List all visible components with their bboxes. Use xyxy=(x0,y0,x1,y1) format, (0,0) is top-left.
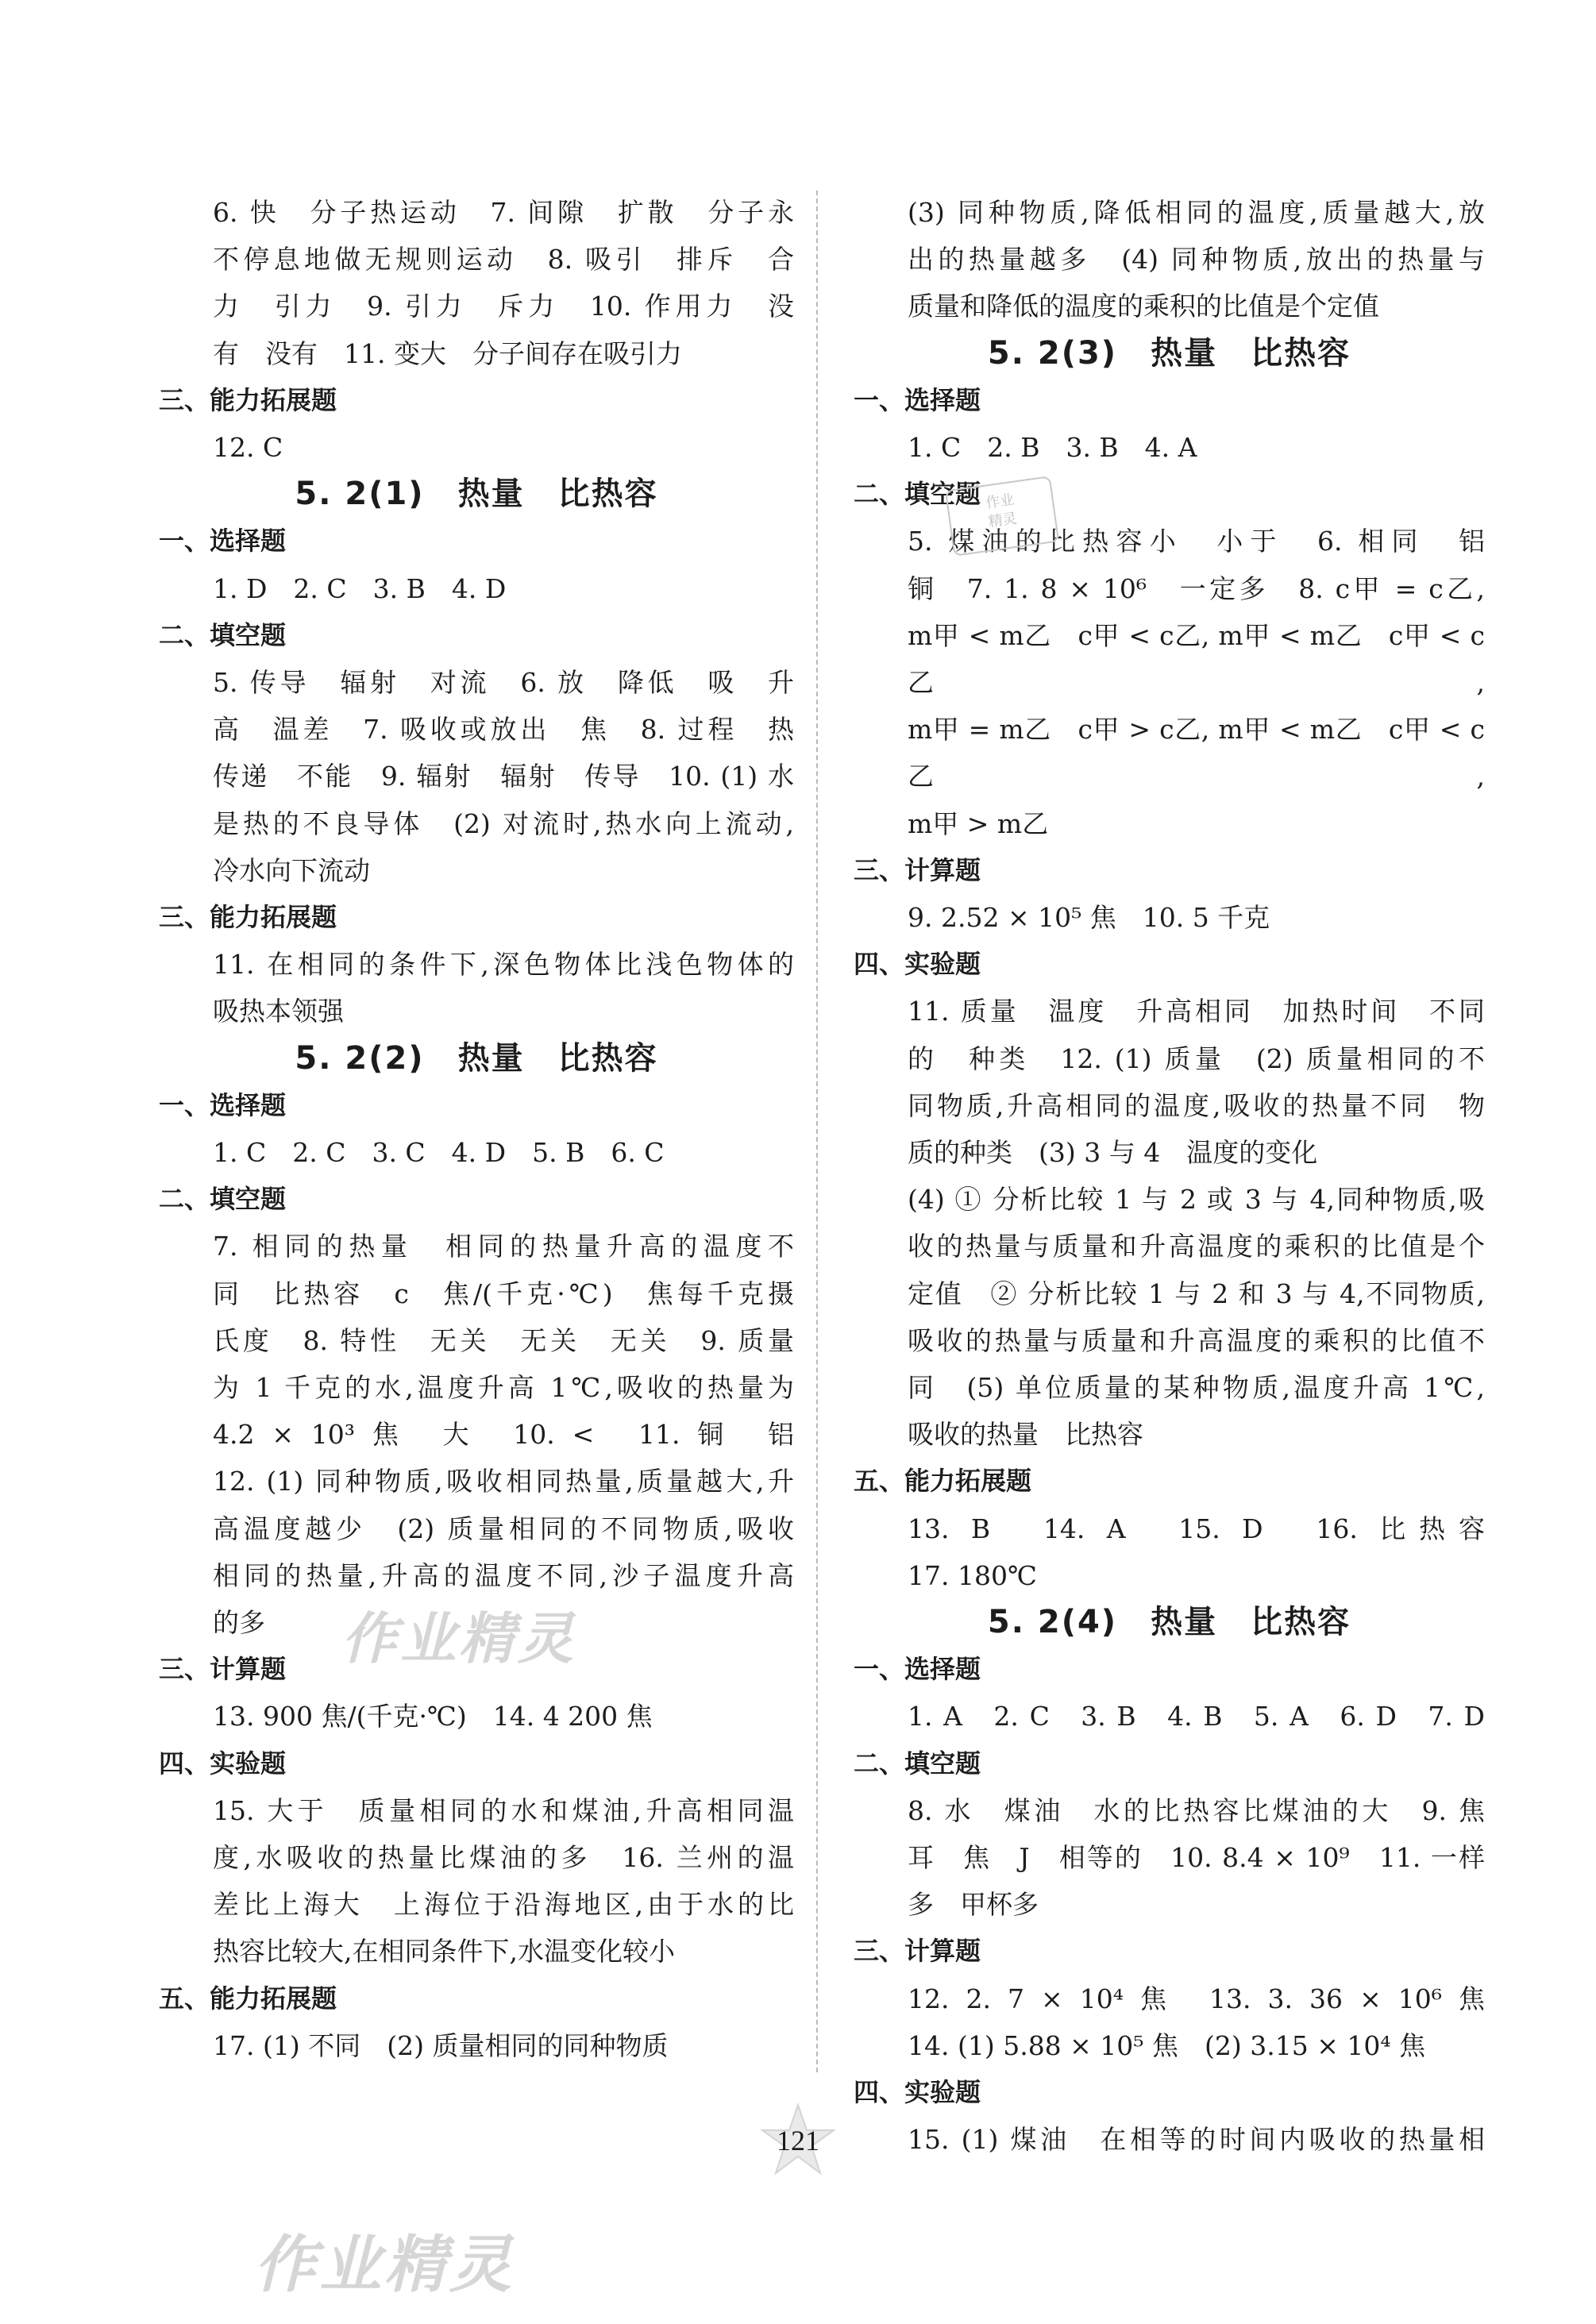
column-divider xyxy=(816,191,818,2072)
answer-line: 吸热本领强 xyxy=(213,996,344,1027)
question-type-heading: 四、实验题 xyxy=(854,2076,981,2107)
answer-line: 17. 180℃ xyxy=(908,1559,1037,1591)
question-type-heading: 二、填空题 xyxy=(159,619,287,650)
answer-line: 同 比热容 c 焦/(千克·℃) 焦每千克摄 xyxy=(213,1278,794,1309)
answer-line: m甲 > m乙 xyxy=(908,807,1049,839)
answer-line: 15. 大于 质量相同的水和煤油,升高相同温 xyxy=(213,1794,794,1826)
question-type-heading: 二、填空题 xyxy=(854,1748,981,1779)
question-type-heading: 一、选择题 xyxy=(854,1654,981,1685)
answer-line: 为 1 千克的水,温度升高 1℃,吸收的热量为 xyxy=(213,1371,794,1403)
answer-line: 度,水吸收的热量比煤油的多 16. 兰州的温 xyxy=(213,1841,794,1873)
page-number: 121 xyxy=(777,2125,819,2156)
stamp-line1: 作业 xyxy=(985,491,1016,512)
answer-line: (3) 同种物质,降低相同的温度,质量越大,放 xyxy=(908,197,1485,228)
answer-line: 铜 7. 1. 8 × 10⁶ 一定多 8. c甲 = c乙, xyxy=(908,572,1485,604)
answer-line: 17. (1) 不同 (2) 质量相同的同种物质 xyxy=(213,2029,669,2061)
question-type-heading: 五、能力拓展题 xyxy=(159,1983,337,2014)
answer-line: 5. 传导 辐射 对流 6. 放 降低 吸 升 xyxy=(213,666,794,698)
question-type-heading: 三、能力拓展题 xyxy=(159,384,337,415)
question-type-heading: 二、填空题 xyxy=(159,1184,287,1215)
answer-line: 冷水向下流动 xyxy=(213,854,370,886)
page-number-badge xyxy=(758,2100,838,2179)
answer-line: 11. 质量 温度 升高相同 加热时间 不同 xyxy=(908,996,1485,1027)
section-title: 5. 2(4) 热量 比热容 xyxy=(987,1604,1351,1640)
answer-line: 同 (5) 单位质量的某种物质,温度升高 1℃, xyxy=(908,1372,1485,1403)
answer-line: m甲 < m乙 c甲 < c乙, m甲 < m乙 c甲 < c乙, xyxy=(908,619,1485,698)
answer-line: 4.2 × 10³ 焦 大 10. < 11. 铜 铝 xyxy=(213,1419,794,1451)
question-type-heading: 一、选择题 xyxy=(159,526,287,557)
answer-line: 吸收的热量与质量和升高温度的乘积的比值不 xyxy=(908,1324,1485,1356)
answer-line: 1. D 2. C 3. B 4. D xyxy=(213,572,507,604)
section-title: 5. 2(2) 热量 比热容 xyxy=(295,1039,658,1077)
answer-line: 12. (1) 同种物质,吸收相同热量,质量越大,升 xyxy=(213,1466,794,1497)
answer-line: 1. C 2. B 3. B 4. A xyxy=(908,431,1197,463)
question-type-heading: 三、计算题 xyxy=(854,1936,981,1967)
question-type-heading: 一、选择题 xyxy=(854,384,981,415)
answer-line: 质的种类 (3) 3 与 4 温度的变化 xyxy=(908,1136,1318,1168)
answer-line: 14. (1) 5.88 × 10⁵ 焦 (2) 3.15 × 10⁴ 焦 xyxy=(908,2029,1426,2061)
answer-line: 9. 2.52 × 10⁵ 焦 10. 5 千克 xyxy=(908,901,1270,933)
answer-line: 5. 煤油的比热容小 小于 6. 相同 铝 xyxy=(908,526,1485,557)
answer-line: 氏度 8. 特性 无关 无关 无关 9. 质量 xyxy=(213,1324,794,1356)
question-type-heading: 四、实验题 xyxy=(159,1748,287,1779)
question-type-heading: 三、计算题 xyxy=(854,854,981,885)
question-type-heading: 三、能力拓展题 xyxy=(159,901,337,932)
answer-line: 差比上海大 上海位于沿海地区,由于水的比 xyxy=(213,1889,794,1921)
answer-line: m甲 = m乙 c甲 > c乙, m甲 < m乙 c甲 < c乙, xyxy=(908,714,1485,792)
answer-line: 13. 900 焦/(千克·℃) 14. 4 200 焦 xyxy=(213,1701,653,1732)
answer-line: 6. 快 分子热运动 7. 间隙 扩散 分子永 xyxy=(213,197,794,228)
answer-line: 质量和降低的温度的乘积的比值是个定值 xyxy=(908,291,1379,322)
answer-line: 1. C 2. C 3. C 4. D 5. B 6. C xyxy=(213,1136,665,1168)
answer-line: 收的热量与质量和升高温度的乘积的比值是个 xyxy=(908,1231,1485,1262)
answer-line: 相同的热量,升高的温度不同,沙子温度升高 xyxy=(213,1559,794,1591)
question-type-heading: 二、填空题 xyxy=(854,479,981,510)
answer-line: 的 种类 12. (1) 质量 (2) 质量相同的不 xyxy=(908,1043,1485,1074)
answer-line: 8. 水 煤油 水的比热容比煤油的大 9. 焦 xyxy=(908,1794,1485,1826)
answer-line: 同物质,升高相同的温度,吸收的热量不同 物 xyxy=(908,1089,1485,1121)
answer-line: 是热的不良导体 (2) 对流时,热水向上流动, xyxy=(213,807,794,839)
answer-line: 高 温差 7. 吸收或放出 焦 8. 过程 热 xyxy=(213,714,794,746)
left-column xyxy=(159,189,794,2069)
answer-line: 15. (1) 煤油 在相等的时间内吸收的热量相 xyxy=(908,2124,1485,2156)
question-type-heading: 五、能力拓展题 xyxy=(854,1466,1032,1497)
answer-line: 12. 2. 7 × 10⁴ 焦 13. 3. 36 × 10⁶ 焦 xyxy=(908,1983,1485,2014)
answer-line: 1. A 2. C 3. B 4. B 5. A 6. D 7. D xyxy=(908,1701,1485,1732)
watermark-bottom: 作业精灵 xyxy=(254,2230,515,2301)
answer-line: 耳 焦 J 相等的 10. 8.4 × 10⁹ 11. 一样 xyxy=(908,1841,1485,1873)
section-title: 5. 2(3) 热量 比热容 xyxy=(987,334,1351,372)
answer-line: 多 甲杯多 xyxy=(908,1889,1039,1921)
right-column xyxy=(854,189,1485,2163)
answer-line: 12. C xyxy=(213,432,283,463)
answer-line: 有 没有 11. 变大 分子间存在吸引力 xyxy=(213,337,682,369)
answer-line: 7. 相同的热量 相同的热量升高的温度不 xyxy=(213,1231,794,1262)
answer-line: 吸收的热量 比热容 xyxy=(908,1419,1143,1451)
answer-line: 高温度越少 (2) 质量相同的不同物质,吸收 xyxy=(213,1513,794,1544)
answer-line: 11. 在相同的条件下,深色物体比浅色物体的 xyxy=(213,949,794,981)
answer-line: 不停息地做无规则运动 8. 吸引 排斥 合 xyxy=(213,244,794,276)
stamp-line2: 精灵 xyxy=(987,510,1019,531)
answer-line: 定值 ② 分析比较 1 与 2 和 3 与 4,不同物质, xyxy=(908,1278,1485,1309)
answer-line: 传递 不能 9. 辐射 辐射 传导 10. (1) 水 xyxy=(213,761,794,792)
question-type-heading: 四、实验题 xyxy=(854,949,981,980)
section-title: 5. 2(1) 热量 比热容 xyxy=(295,476,658,513)
answer-line: 的多 xyxy=(213,1606,265,1638)
question-type-heading: 三、计算题 xyxy=(159,1654,287,1685)
answer-line: 出的热量越多 (4) 同种物质,放出的热量与 xyxy=(908,244,1485,276)
answer-line: (4) ① 分析比较 1 与 2 或 3 与 4,同种物质,吸 xyxy=(908,1184,1485,1216)
answer-line: 热容比较大,在相同条件下,水温变化较小 xyxy=(213,1936,675,1967)
answer-line: 力 引力 9. 引力 斥力 10. 作用力 没 xyxy=(213,291,794,322)
question-type-heading: 一、选择题 xyxy=(159,1089,287,1120)
watermark-middle: 作业精灵 xyxy=(341,1606,576,1671)
answer-line: 13. B 14. A 15. D 16. 比热容 xyxy=(908,1513,1485,1544)
